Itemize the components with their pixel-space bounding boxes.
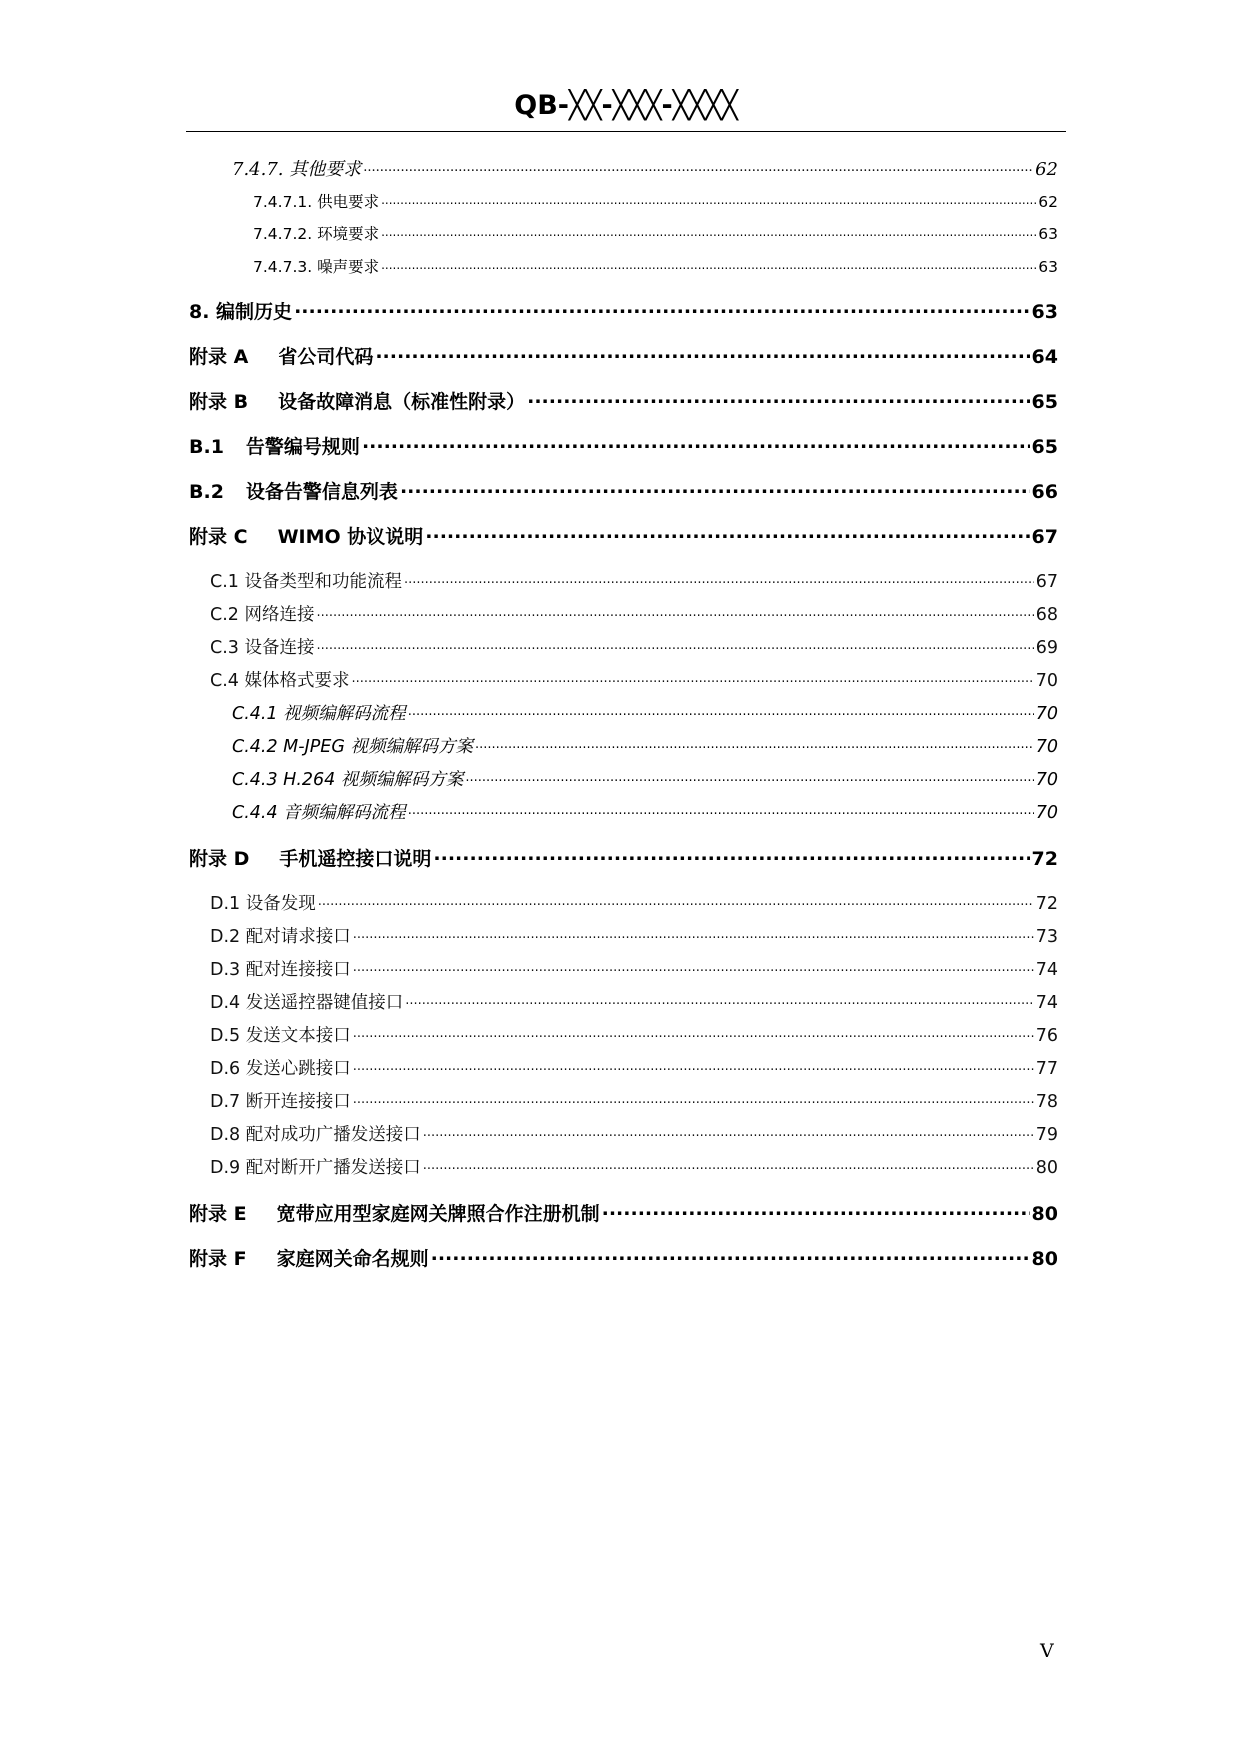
toc-entry-page: 80 (1035, 1158, 1058, 1178)
toc-leader-dots (404, 570, 1034, 588)
toc-entry[interactable] (232, 733, 1058, 758)
toc-entry[interactable] (189, 432, 1058, 459)
toc-entry[interactable] (210, 601, 1058, 626)
toc-leader-dots (381, 257, 1036, 273)
toc-leader-dots (602, 1201, 1030, 1220)
toc-entry[interactable] (253, 190, 1058, 212)
toc-entry[interactable] (210, 923, 1058, 948)
toc-entry-page: 80 (1031, 1203, 1058, 1225)
toc-leader-dots (353, 958, 1034, 976)
toc-entry-label: 附录 C (189, 526, 248, 548)
toc-leader-dots (316, 636, 1033, 654)
toc-leader-dots (353, 925, 1034, 943)
toc-leader-dots (475, 735, 1034, 753)
toc-leader-dots (433, 846, 1029, 865)
toc-entry[interactable] (210, 1088, 1058, 1113)
toc-entry-page: 63 (1031, 301, 1058, 323)
page-number: V (1040, 1640, 1054, 1662)
toc-leader-dots (318, 892, 1034, 910)
toc-entry-page: 70 (1035, 770, 1058, 790)
toc-entry-page: 72 (1031, 848, 1058, 870)
toc-entry-label: 7.4.7.2. 环境要求 (253, 225, 380, 243)
toc-entry[interactable] (210, 667, 1058, 692)
toc-entry-label: C.2 网络连接 (210, 605, 315, 625)
toc-entry-page: 64 (1031, 346, 1058, 368)
toc-entry-label: B.1 (189, 436, 224, 458)
toc-entry-label: 7.4.7. 其他要求 (232, 159, 362, 180)
toc-leader-dots (294, 299, 1029, 318)
toc-entry-page: 76 (1035, 1026, 1058, 1046)
toc-entry[interactable] (210, 1121, 1058, 1146)
toc-entry-label: D.4 发送遥控器键值接口 (210, 993, 404, 1013)
toc-leader-dots (375, 344, 1029, 363)
toc-leader-dots (408, 801, 1034, 819)
toc-entry-label: D.2 配对请求接口 (210, 927, 351, 947)
toc-entry-label: C.4.2 M-JPEG 视频编解码方案 (232, 737, 473, 757)
toc-leader-dots (381, 192, 1036, 208)
toc-entry[interactable] (210, 1154, 1058, 1179)
toc-entry[interactable] (253, 222, 1058, 244)
toc-entry-page: 70 (1035, 704, 1058, 724)
toc-entry[interactable] (189, 477, 1058, 504)
toc-entry-label: B.2 (189, 481, 224, 503)
toc-entry-page: 65 (1031, 391, 1058, 413)
toc-entry-label: 7.4.7.1. 供电要求 (253, 193, 380, 211)
toc-entry[interactable] (189, 522, 1058, 549)
toc-entry[interactable] (232, 799, 1058, 824)
toc-entry-label: 附录 E (189, 1203, 247, 1225)
toc-entry-label: D.3 配对连接接口 (210, 960, 351, 980)
toc-entry-label: D.5 发送文本接口 (210, 1026, 351, 1046)
toc-entry[interactable] (210, 634, 1058, 659)
toc-leader-dots (316, 603, 1033, 621)
toc-entry[interactable] (232, 766, 1058, 791)
toc-entry-label: 附录 B (189, 391, 249, 413)
toc-entry-label: 附录 A (189, 346, 249, 368)
toc-entry-label: 8. 编制历史 (189, 301, 293, 323)
toc-entry-label: C.1 设备类型和功能流程 (210, 572, 402, 592)
toc-entry-label: D.1 设备发现 (210, 894, 316, 914)
toc-entry-page: 68 (1035, 605, 1058, 625)
toc-entry-page: 73 (1035, 927, 1058, 947)
toc-entry-page: 77 (1035, 1059, 1058, 1079)
toc-entry-title: 手机遥控接口说明 (279, 848, 432, 870)
toc-entry-page: 79 (1035, 1125, 1058, 1145)
toc-entry-label: D.6 发送心跳接口 (210, 1059, 351, 1079)
toc-entry-page: 65 (1031, 436, 1058, 458)
toc-entry-label: D.7 断开连接接口 (210, 1092, 351, 1112)
toc-entry-label: C.4.4 音频编解码流程 (232, 803, 406, 823)
toc-leader-dots (362, 434, 1030, 453)
header-rule (186, 131, 1066, 132)
toc-entry-label: C.4.1 视频编解码流程 (232, 704, 406, 724)
toc-entry-page: 80 (1031, 1248, 1058, 1270)
toc-entry-page: 62 (1038, 193, 1058, 211)
toc-leader-dots (363, 157, 1033, 175)
toc-entry-page: 74 (1035, 960, 1058, 980)
toc-entry-title: 设备告警信息列表 (245, 481, 398, 503)
toc-entry-title: 告警编号规则 (245, 436, 360, 458)
toc-entry-label: C.4.3 H.264 视频编解码方案 (232, 770, 464, 790)
toc-entry[interactable] (210, 568, 1058, 593)
toc-entry[interactable] (210, 1055, 1058, 1080)
toc-entry-page: 72 (1035, 894, 1058, 914)
toc-entry-title: 宽带应用型家庭网关牌照合作注册机制 (276, 1203, 600, 1225)
toc-leader-dots (353, 1090, 1034, 1108)
toc-leader-dots (405, 991, 1033, 1009)
toc-entry-label: 附录 D (189, 848, 250, 870)
toc-entry-title: 设备故障消息（标准性附录） (278, 391, 526, 413)
toc-entry-page: 70 (1035, 671, 1058, 691)
toc-leader-dots (353, 1024, 1034, 1042)
toc-entry-label: 附录 F (189, 1248, 247, 1270)
toc-entry-title: 家庭网关命名规则 (276, 1248, 429, 1270)
toc-leader-dots (465, 768, 1033, 786)
toc-entry-label: 7.4.7.3. 噪声要求 (253, 258, 380, 276)
toc-entry-page: 63 (1038, 258, 1058, 276)
toc-leader-dots (381, 224, 1036, 240)
toc-entry[interactable] (232, 700, 1058, 725)
toc-leader-dots (408, 702, 1034, 720)
toc-entry-page: 62 (1035, 159, 1058, 180)
toc-entry-label: C.3 设备连接 (210, 638, 315, 658)
toc-entry-label: D.9 配对断开广播发送接口 (210, 1158, 421, 1178)
toc-leader-dots (351, 669, 1033, 687)
toc-leader-dots (423, 1123, 1034, 1141)
toc-entry-page: 66 (1031, 481, 1058, 503)
toc-entry-label: C.4 媒体格式要求 (210, 671, 350, 691)
toc-leader-dots (425, 524, 1029, 543)
toc-entry-page: 67 (1031, 526, 1058, 548)
toc-leader-dots (353, 1057, 1034, 1075)
toc-entry-title: 省公司代码 (278, 346, 374, 368)
toc-entry-title: WIMO 协议说明 (277, 526, 424, 548)
toc-entry-page: 63 (1038, 225, 1058, 243)
toc-entry-page: 78 (1035, 1092, 1058, 1112)
toc-entry[interactable] (189, 1199, 1058, 1226)
toc-entry[interactable] (232, 155, 1058, 181)
toc-entry-page: 67 (1035, 572, 1058, 592)
toc-leader-dots (423, 1156, 1034, 1174)
toc-entry[interactable] (253, 255, 1058, 277)
toc-entry[interactable] (210, 890, 1058, 915)
toc-entry-page: 74 (1035, 993, 1058, 1013)
toc-leader-dots (400, 479, 1030, 498)
toc-entry[interactable] (210, 1022, 1058, 1047)
toc-entry[interactable] (189, 342, 1058, 369)
toc-entry[interactable] (189, 844, 1058, 871)
toc-entry-page: 70 (1035, 803, 1058, 823)
toc-entry[interactable] (189, 387, 1058, 414)
toc-entry[interactable] (210, 989, 1058, 1014)
toc-entry-page: 69 (1035, 638, 1058, 658)
toc-entry[interactable] (189, 1244, 1058, 1271)
toc-entry-page: 70 (1035, 737, 1058, 757)
toc-entry-label: D.8 配对成功广播发送接口 (210, 1125, 421, 1145)
toc-leader-dots (527, 389, 1029, 408)
document-code-header: QB-╳╳-╳╳╳-╳╳╳╳ (514, 90, 738, 121)
toc-entry[interactable] (189, 297, 1058, 324)
toc-entry[interactable] (210, 956, 1058, 981)
toc-leader-dots (431, 1246, 1030, 1265)
